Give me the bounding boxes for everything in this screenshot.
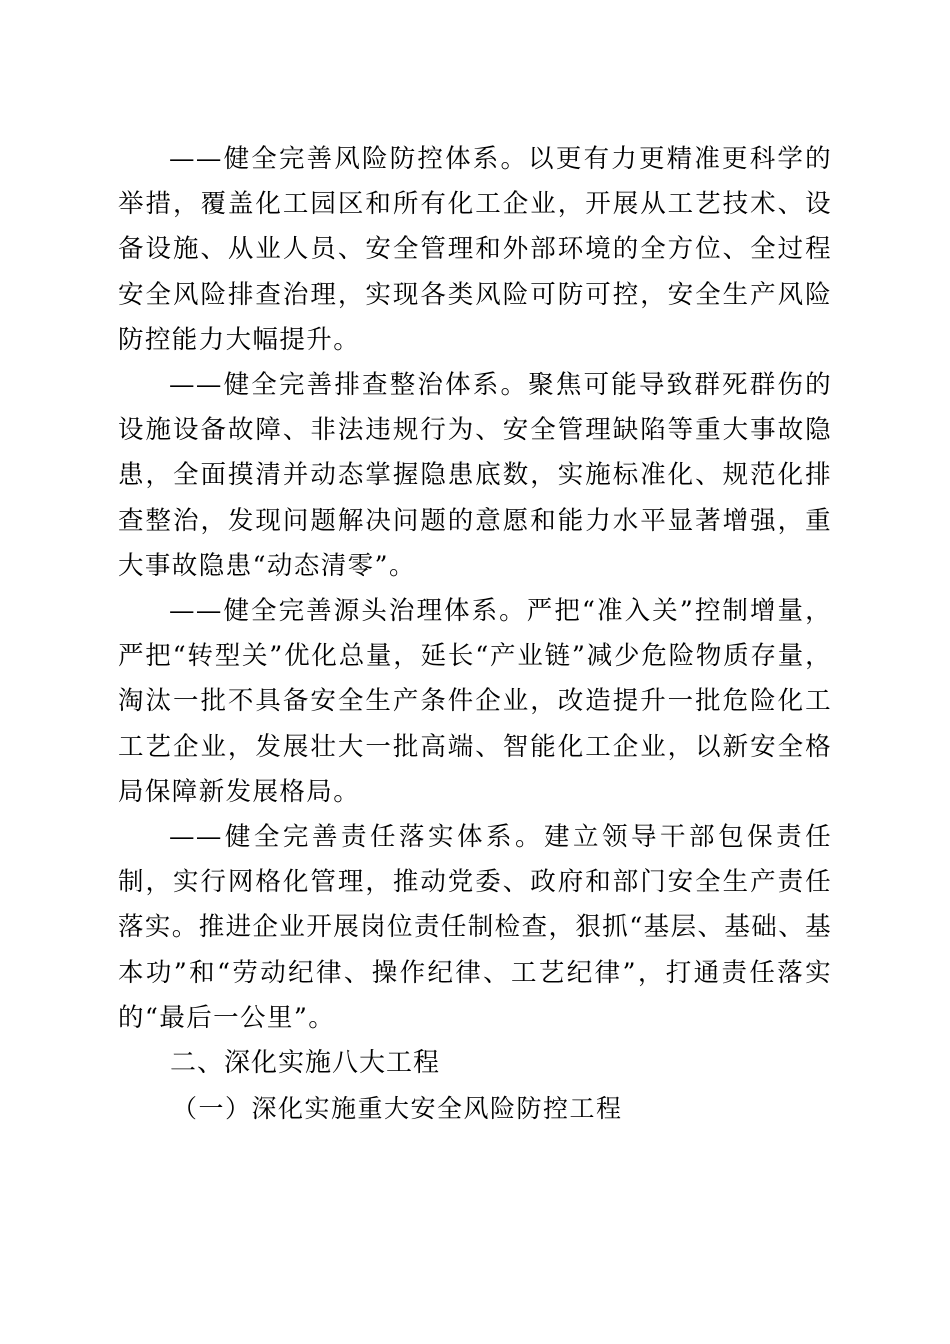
subsection-heading: （一）深化实施重大安全风险防控工程 xyxy=(172,1094,623,1124)
paragraph-responsibility-system: ——健全完善责任落实体系。建立领导干部包保责任制，实行网格化管理，推动党委、政府和部门安全生产责任落实。推进企业开展岗位责任制检查，狠抓“基层、基础、基本功”和“劳动纪律、操作纪律、工艺纪律”，打通责任落实的“最后一公里”。 xyxy=(118,822,832,1033)
paragraph-risk-control-system: ——健全完善风险防控体系。以更有力更精准更科学的举措，覆盖化工园区和所有化工企业，开展从工艺技术、设备设施、从业人员、安全管理和外部环境的全方位、全过程安全风险排查治理，实现各类风险可防可控，安全生产风险防控能力大幅提升。 xyxy=(118,144,832,355)
section-heading: 二、深化实施八大工程 xyxy=(170,1048,441,1079)
document-body xyxy=(118,137,832,1131)
paragraph-source-governance-system: ——健全完善源头治理体系。严把“准入关”控制增量，严把“转型关”优化总量，延长“产业链”减少危险物质存量，淘汰一批不具备安全生产条件企业，改造提升一批危险化工工艺企业，发展壮大一批高端、智能化工企业，以新安全格局保障新发展格局。 xyxy=(118,596,832,807)
paragraph-inspection-rectification-system: ——健全完善排查整治体系。聚焦可能导致群死群伤的设施设备故障、非法违规行为、安全管理缺陷等重大事故隐患，全面摸清并动态掌握隐患底数，实施标准化、规范化排查整治，发现问题解决问题的意愿和能力水平显著增强，重大事故隐患“动态清零”。 xyxy=(118,370,832,581)
